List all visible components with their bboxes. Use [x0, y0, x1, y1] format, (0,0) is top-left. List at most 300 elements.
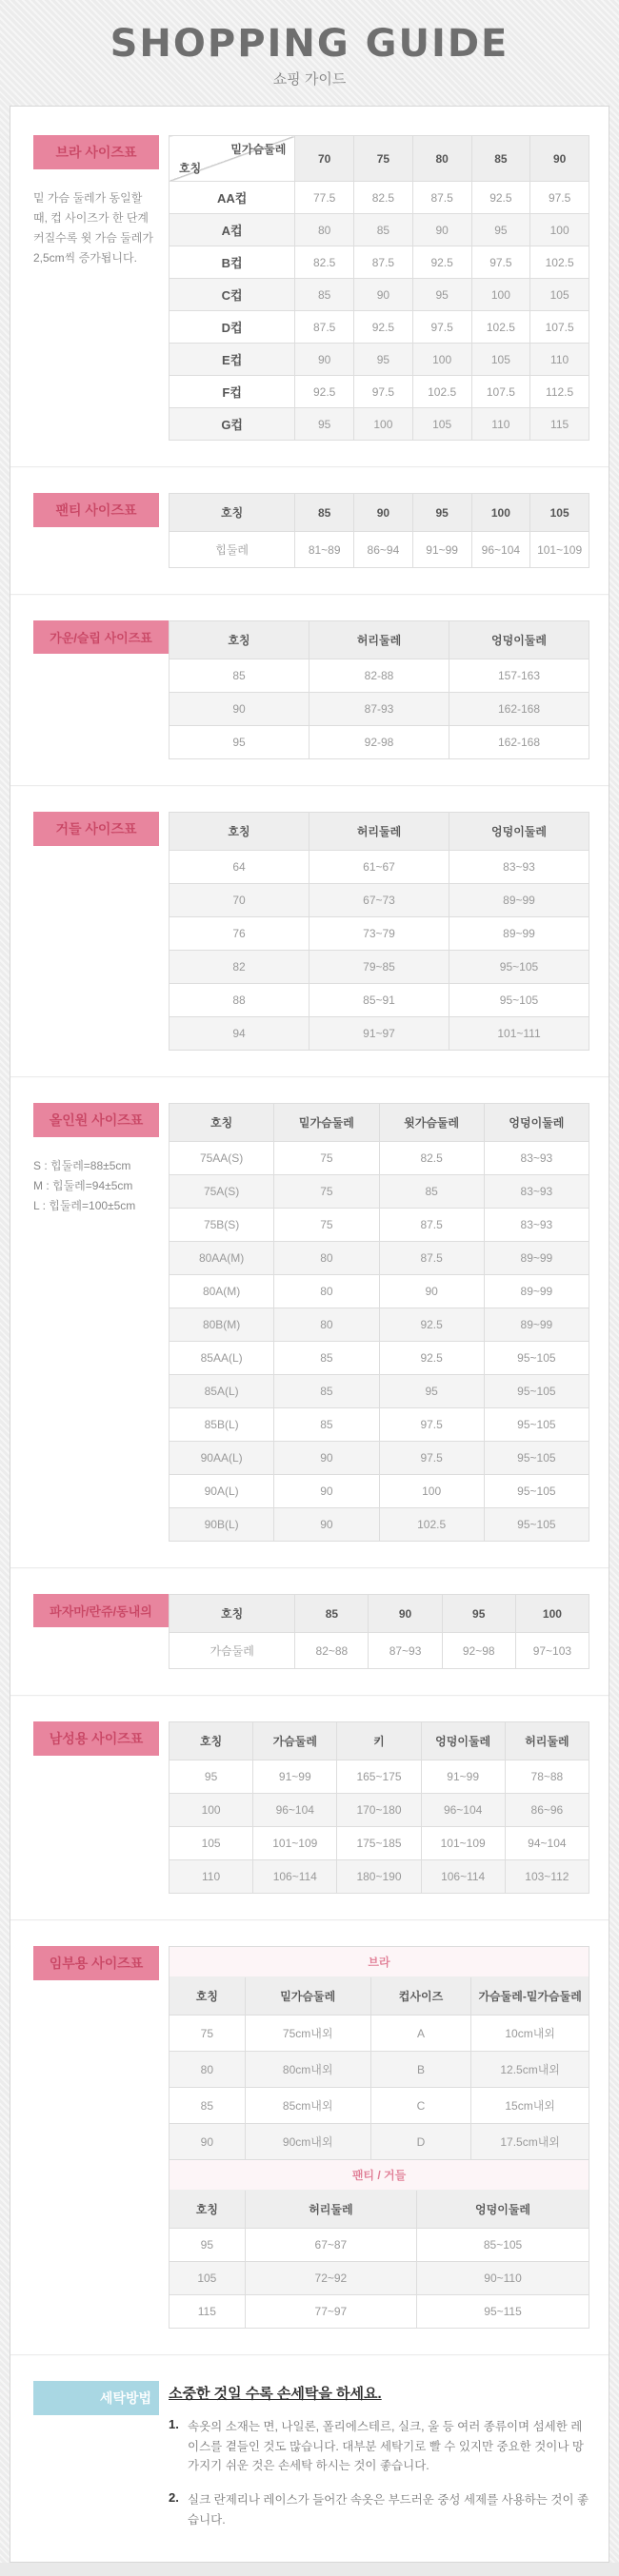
table-row [170, 1375, 589, 1408]
size-cell: 80cm내외 [245, 2052, 370, 2088]
size-cell: 78~88 [505, 1760, 589, 1794]
size-cell: 82-88 [310, 659, 449, 693]
size-cell: 97.5 [379, 1408, 484, 1442]
column-header: 호칭 [170, 2191, 245, 2229]
section-divider [10, 1076, 609, 1077]
section-allinone-content [169, 1103, 589, 1542]
header-row [170, 1722, 589, 1760]
column-header: 70 [295, 136, 354, 182]
allinone-note-m: M : 힙둘레=94±5cm [33, 1179, 133, 1192]
size-cell: 95 [170, 1760, 253, 1794]
column-header: 엉덩이둘레 [421, 1722, 505, 1760]
washing-item-text: 속옷의 소재는 면, 나일론, 폴리에스테르, 실크, 울 등 여러 종류이며 섬세한 레이스를 곁들인 것도 많습니다. 대부분 세탁기로 빨 수 있지만 중요한 것이나 망가지기 쉬운 것은 손세탁 하시는 것이 좋습니다. [188, 2420, 585, 2473]
size-cell: 95~115 [417, 2295, 589, 2329]
size-cell: 85 [274, 1408, 379, 1442]
column-header: 가슴둘레-밑가슴둘레 [471, 1977, 589, 2016]
header-row [170, 494, 589, 532]
column-header: 호칭 [170, 494, 295, 532]
size-cell: 97.5 [530, 182, 589, 214]
allinone-size-table [169, 1103, 589, 1542]
size-cell: 77.5 [295, 182, 354, 214]
size-cell: 75 [170, 2016, 245, 2052]
size-cell: 85 [379, 1175, 484, 1209]
size-cell: 80B(M) [170, 1308, 274, 1342]
size-cell: 110 [530, 344, 589, 376]
section-divider [10, 594, 609, 595]
size-cell: 12.5cm내외 [471, 2052, 589, 2088]
section-maternity-content [169, 1946, 589, 2329]
size-cell: C [370, 2088, 471, 2124]
size-cell: 75B(S) [170, 1209, 274, 1242]
size-cell: 80 [274, 1308, 379, 1342]
table-row [170, 1175, 589, 1209]
table-row [170, 214, 589, 246]
section-pajama-content [169, 1594, 589, 1669]
table-row [170, 1860, 589, 1894]
size-cell: AA컵 [170, 182, 295, 214]
size-cell: 90A(L) [170, 1475, 274, 1508]
maternity-bra-table [170, 1977, 589, 2159]
size-cell: 95~105 [484, 1408, 589, 1442]
size-cell: 110 [170, 1860, 253, 1894]
size-cell: D컵 [170, 311, 295, 344]
size-cell: D [370, 2124, 471, 2160]
size-cell: 165~175 [337, 1760, 421, 1794]
size-cell: 102.5 [379, 1508, 484, 1542]
size-cell: A컵 [170, 214, 295, 246]
column-header: 허리둘레 [310, 813, 449, 851]
section-divider [10, 466, 609, 467]
size-cell: 85 [274, 1342, 379, 1375]
size-cell: 90 [379, 1275, 484, 1308]
mens-size-table [169, 1721, 589, 1894]
size-cell: 103~112 [505, 1860, 589, 1894]
allinone-note-l: L : 힙둘레=100±5cm [33, 1199, 136, 1212]
column-header: 키 [337, 1722, 421, 1760]
table-row [170, 1794, 589, 1827]
table-row [170, 1760, 589, 1794]
table-row [170, 1209, 589, 1242]
maternity-bra-band: 브라 [170, 1947, 589, 1977]
bra-note: 밑 가슴 둘레가 동일할 때, 컵 사이즈가 한 단계 커질수록 윗 가슴 둘레가 2,5cm씩 증가됩니다. [33, 191, 153, 265]
column-header: 100 [515, 1595, 589, 1633]
size-cell: 88 [170, 984, 310, 1017]
size-cell: 87~93 [369, 1633, 442, 1669]
table-row [170, 1408, 589, 1442]
size-cell: 85B(L) [170, 1408, 274, 1442]
size-cell: 107.5 [530, 311, 589, 344]
size-cell: 101~109 [530, 532, 589, 568]
section-panty-side [10, 493, 169, 527]
size-cell: 67~73 [310, 884, 449, 917]
size-cell: 92.5 [379, 1342, 484, 1375]
size-cell: 87.5 [379, 1209, 484, 1242]
table-row [170, 1475, 589, 1508]
size-cell: 102.5 [471, 311, 530, 344]
size-cell: 83~93 [449, 851, 589, 884]
table-row [170, 884, 589, 917]
size-cell: 89~99 [449, 884, 589, 917]
size-cell: 90cm내외 [245, 2124, 370, 2160]
table-row [170, 726, 589, 759]
table-row [170, 1342, 589, 1375]
section-divider [10, 1695, 609, 1696]
size-cell: 75 [274, 1142, 379, 1175]
size-cell: 90 [354, 279, 413, 311]
size-cell: 106~114 [421, 1860, 505, 1894]
column-header: 85 [471, 136, 530, 182]
table-row [170, 2016, 589, 2052]
size-cell: 95~105 [449, 951, 589, 984]
size-cell: 101~111 [449, 1017, 589, 1051]
table-row [170, 1275, 589, 1308]
column-header: 허리둘레 [310, 621, 449, 659]
table-row [170, 851, 589, 884]
size-cell: 105 [412, 408, 471, 441]
section-bra [10, 135, 609, 441]
size-cell: F컵 [170, 376, 295, 408]
size-cell: 97~103 [515, 1633, 589, 1669]
table-row [170, 2052, 589, 2088]
size-cell: 80 [274, 1275, 379, 1308]
size-cell: 91~99 [412, 532, 471, 568]
size-cell: 79~85 [310, 951, 449, 984]
size-cell: 73~79 [310, 917, 449, 951]
header-row [170, 2191, 589, 2229]
size-cell: 77~97 [245, 2295, 416, 2329]
size-cell: 85 [170, 2088, 245, 2124]
size-cell: 17.5cm내외 [471, 2124, 589, 2160]
section-panty [10, 493, 609, 568]
size-cell: 107.5 [471, 376, 530, 408]
column-header: 밑가슴둘레 [274, 1104, 379, 1142]
size-cell: 85 [170, 659, 310, 693]
size-cell: 83~93 [484, 1142, 589, 1175]
column-header: 허리둘레 [505, 1722, 589, 1760]
column-header: 호칭 [170, 621, 310, 659]
maternity-panty-table [170, 2191, 589, 2328]
size-cell: 90AA(L) [170, 1442, 274, 1475]
table-row [170, 376, 589, 408]
size-cell: 82 [170, 951, 310, 984]
column-header: 80 [412, 136, 471, 182]
section-allinone [10, 1103, 609, 1542]
column-header: 가슴둘레 [253, 1722, 337, 1760]
section-bra-content [169, 135, 589, 441]
size-cell: 72~92 [245, 2262, 416, 2295]
size-cell: 95 [379, 1375, 484, 1408]
section-label-panty: 팬티 사이즈표 [33, 493, 159, 527]
size-cell: 89~99 [449, 917, 589, 951]
table-row [170, 1017, 589, 1051]
table-row [170, 1242, 589, 1275]
washing-title: 소중한 것일 수록 손세탁을 하세요. [169, 2386, 382, 2402]
size-cell: 92.5 [471, 182, 530, 214]
size-cell: 10cm내외 [471, 2016, 589, 2052]
section-gown-side [10, 620, 169, 654]
header-row [170, 621, 589, 659]
size-cell: 96~104 [421, 1794, 505, 1827]
section-girdle [10, 812, 609, 1051]
column-header: 엉덩이둘레 [449, 621, 589, 659]
size-cell: 102.5 [530, 246, 589, 279]
size-cell: 75cm내외 [245, 2016, 370, 2052]
size-cell: 95 [170, 2229, 245, 2262]
size-cell: 61~67 [310, 851, 449, 884]
section-bra-side [10, 135, 169, 268]
gown-size-table [169, 620, 589, 759]
size-cell: 157-163 [449, 659, 589, 693]
size-cell: 97.5 [412, 311, 471, 344]
header-row [170, 813, 589, 851]
maternity-size-table [169, 1946, 589, 2329]
column-header: 85 [295, 494, 354, 532]
column-header: 엉덩이둘레 [417, 2191, 589, 2229]
size-cell: 92.5 [295, 376, 354, 408]
size-cell: 112.5 [530, 376, 589, 408]
size-cell: 83~93 [484, 1209, 589, 1242]
size-cell: 67~87 [245, 2229, 416, 2262]
content-panel [10, 106, 609, 2563]
size-cell: 92.5 [379, 1308, 484, 1342]
size-cell: 90 [274, 1475, 379, 1508]
column-header: 호칭 [170, 813, 310, 851]
corner-header-cell [170, 136, 295, 182]
section-gown-content [169, 620, 589, 759]
size-cell: 95 [354, 344, 413, 376]
size-cell: 87.5 [354, 246, 413, 279]
section-divider [10, 2354, 609, 2355]
size-cell: B컵 [170, 246, 295, 279]
size-cell: 64 [170, 851, 310, 884]
size-cell: 82.5 [379, 1142, 484, 1175]
size-cell: 175~185 [337, 1827, 421, 1860]
size-cell: 가슴둘레 [170, 1633, 295, 1669]
page-header [0, 0, 619, 106]
size-cell: 96~104 [471, 532, 530, 568]
size-cell: 75 [274, 1209, 379, 1242]
size-cell: E컵 [170, 344, 295, 376]
size-cell: 95 [170, 726, 310, 759]
column-header: 컵사이즈 [370, 1977, 471, 2016]
column-header: 90 [530, 136, 589, 182]
size-cell: 100 [354, 408, 413, 441]
size-cell: 87.5 [379, 1242, 484, 1275]
size-cell: 162-168 [449, 726, 589, 759]
section-label-maternity: 임부용 사이즈표 [33, 1946, 159, 1980]
size-cell: 76 [170, 917, 310, 951]
size-cell: 91~99 [253, 1760, 337, 1794]
size-cell: 87-93 [310, 693, 449, 726]
table-row [170, 2088, 589, 2124]
size-cell: 힙둘레 [170, 532, 295, 568]
size-cell: 75A(S) [170, 1175, 274, 1209]
header-row [170, 1595, 589, 1633]
corner-bottom-label: 호칭 [179, 162, 202, 175]
table-row [170, 311, 589, 344]
section-divider [10, 1567, 609, 1568]
size-cell: 95~105 [484, 1475, 589, 1508]
size-cell: 90 [170, 2124, 245, 2160]
size-cell: 101~109 [253, 1827, 337, 1860]
size-cell: 105 [471, 344, 530, 376]
size-cell: 80 [295, 214, 354, 246]
size-cell: 94 [170, 1017, 310, 1051]
size-cell: 180~190 [337, 1860, 421, 1894]
table-row [170, 1142, 589, 1175]
table-row [170, 951, 589, 984]
section-panty-content [169, 493, 589, 568]
size-cell: 70 [170, 884, 310, 917]
corner-top-label: 밑가슴둘레 [230, 143, 287, 156]
size-cell: 96~104 [253, 1794, 337, 1827]
table-row [170, 984, 589, 1017]
column-header: 95 [412, 494, 471, 532]
section-label-allinone: 올인원 사이즈표 [33, 1103, 159, 1137]
table-row [170, 2229, 589, 2262]
size-cell: 89~99 [484, 1242, 589, 1275]
size-cell: 85~105 [417, 2229, 589, 2262]
size-cell: 82.5 [354, 182, 413, 214]
size-cell: 94~104 [505, 1827, 589, 1860]
size-cell: 85A(L) [170, 1375, 274, 1408]
size-cell: 75 [274, 1175, 379, 1209]
bra-size-table [169, 135, 589, 441]
size-cell: 100 [379, 1475, 484, 1508]
maternity-panty-band: 팬티 / 거들 [170, 2159, 589, 2191]
column-header: 90 [369, 1595, 442, 1633]
table-row [170, 2295, 589, 2329]
size-cell: 80A(M) [170, 1275, 274, 1308]
size-cell: 85 [274, 1375, 379, 1408]
size-cell: 97.5 [354, 376, 413, 408]
header-row [170, 1104, 589, 1142]
table-row [170, 917, 589, 951]
section-girdle-content [169, 812, 589, 1051]
size-cell: 95~105 [484, 1342, 589, 1375]
size-cell: 95 [412, 279, 471, 311]
column-header: 호칭 [170, 1595, 295, 1633]
table-row [170, 1508, 589, 1542]
size-cell: 90~110 [417, 2262, 589, 2295]
size-cell: 80AA(M) [170, 1242, 274, 1275]
table-row [170, 182, 589, 214]
table-row [170, 408, 589, 441]
size-cell: 102.5 [412, 376, 471, 408]
size-cell: 100 [412, 344, 471, 376]
size-cell: 115 [170, 2295, 245, 2329]
size-cell: 92-98 [310, 726, 449, 759]
section-mens-side [10, 1721, 169, 1756]
size-cell: 85AA(L) [170, 1342, 274, 1375]
section-mens-content [169, 1721, 589, 1894]
pajama-size-table [169, 1594, 589, 1669]
table-row [170, 279, 589, 311]
size-cell: 92.5 [412, 246, 471, 279]
size-cell: 87.5 [412, 182, 471, 214]
column-header: 허리둘레 [245, 2191, 416, 2229]
size-cell: 90B(L) [170, 1508, 274, 1542]
size-cell: 87.5 [295, 311, 354, 344]
size-cell: 100 [170, 1794, 253, 1827]
section-washing-side [10, 2381, 169, 2415]
size-cell: 85cm내외 [245, 2088, 370, 2124]
table-row [170, 344, 589, 376]
size-cell: 91~97 [310, 1017, 449, 1051]
table-row [170, 659, 589, 693]
size-cell: 75AA(S) [170, 1142, 274, 1175]
size-cell: 86~96 [505, 1794, 589, 1827]
size-cell: 90 [274, 1508, 379, 1542]
size-cell: 91~99 [421, 1760, 505, 1794]
table-row [170, 1827, 589, 1860]
size-cell: 115 [530, 408, 589, 441]
size-cell: 100 [530, 214, 589, 246]
size-cell: 106~114 [253, 1860, 337, 1894]
section-pajama [10, 1594, 609, 1669]
allinone-notes [33, 1156, 169, 1216]
size-cell: 82.5 [295, 246, 354, 279]
size-cell: 83~93 [484, 1175, 589, 1209]
size-cell: 95~105 [449, 984, 589, 1017]
size-cell: 162-168 [449, 693, 589, 726]
size-cell: 97.5 [379, 1442, 484, 1475]
column-header: 75 [354, 136, 413, 182]
column-header: 엉덩이둘레 [449, 813, 589, 851]
header-row [170, 136, 589, 182]
size-cell: 85 [354, 214, 413, 246]
size-cell: 100 [471, 279, 530, 311]
column-header: 105 [530, 494, 589, 532]
table-row [170, 2124, 589, 2160]
header-row [170, 1977, 589, 2016]
size-cell: A [370, 2016, 471, 2052]
column-header: 밑가슴둘레 [245, 1977, 370, 2016]
section-label-gown: 가운/슬립 사이즈표 [33, 620, 169, 654]
size-cell: 89~99 [484, 1275, 589, 1308]
section-divider [10, 1919, 609, 1920]
size-cell: C컵 [170, 279, 295, 311]
column-header: 100 [471, 494, 530, 532]
size-cell: 90 [412, 214, 471, 246]
page-subtitle: 쇼핑 가이드 [272, 71, 347, 88]
column-header: 95 [442, 1595, 515, 1633]
section-label-mens: 남성용 사이즈표 [33, 1721, 159, 1756]
section-maternity-side [10, 1946, 169, 1980]
size-cell: 170~180 [337, 1794, 421, 1827]
size-cell: 105 [530, 279, 589, 311]
size-cell: 89~99 [484, 1308, 589, 1342]
size-cell: 95~105 [484, 1442, 589, 1475]
size-cell: 90 [295, 344, 354, 376]
size-cell: 92~98 [442, 1633, 515, 1669]
table-row [170, 1442, 589, 1475]
size-cell: 80 [170, 2052, 245, 2088]
washing-item-number: 2. [169, 2489, 179, 2505]
size-cell: 80 [274, 1242, 379, 1275]
washing-item [169, 2490, 589, 2529]
size-cell: 82~88 [295, 1633, 369, 1669]
panty-size-table [169, 493, 589, 568]
washing-item-number: 1. [169, 2417, 179, 2431]
size-cell: 81~89 [295, 532, 354, 568]
size-cell: 95 [471, 214, 530, 246]
column-header: 85 [295, 1595, 369, 1633]
size-cell: 90 [274, 1442, 379, 1475]
section-gown [10, 620, 609, 759]
size-cell: 97.5 [471, 246, 530, 279]
section-divider [10, 785, 609, 786]
